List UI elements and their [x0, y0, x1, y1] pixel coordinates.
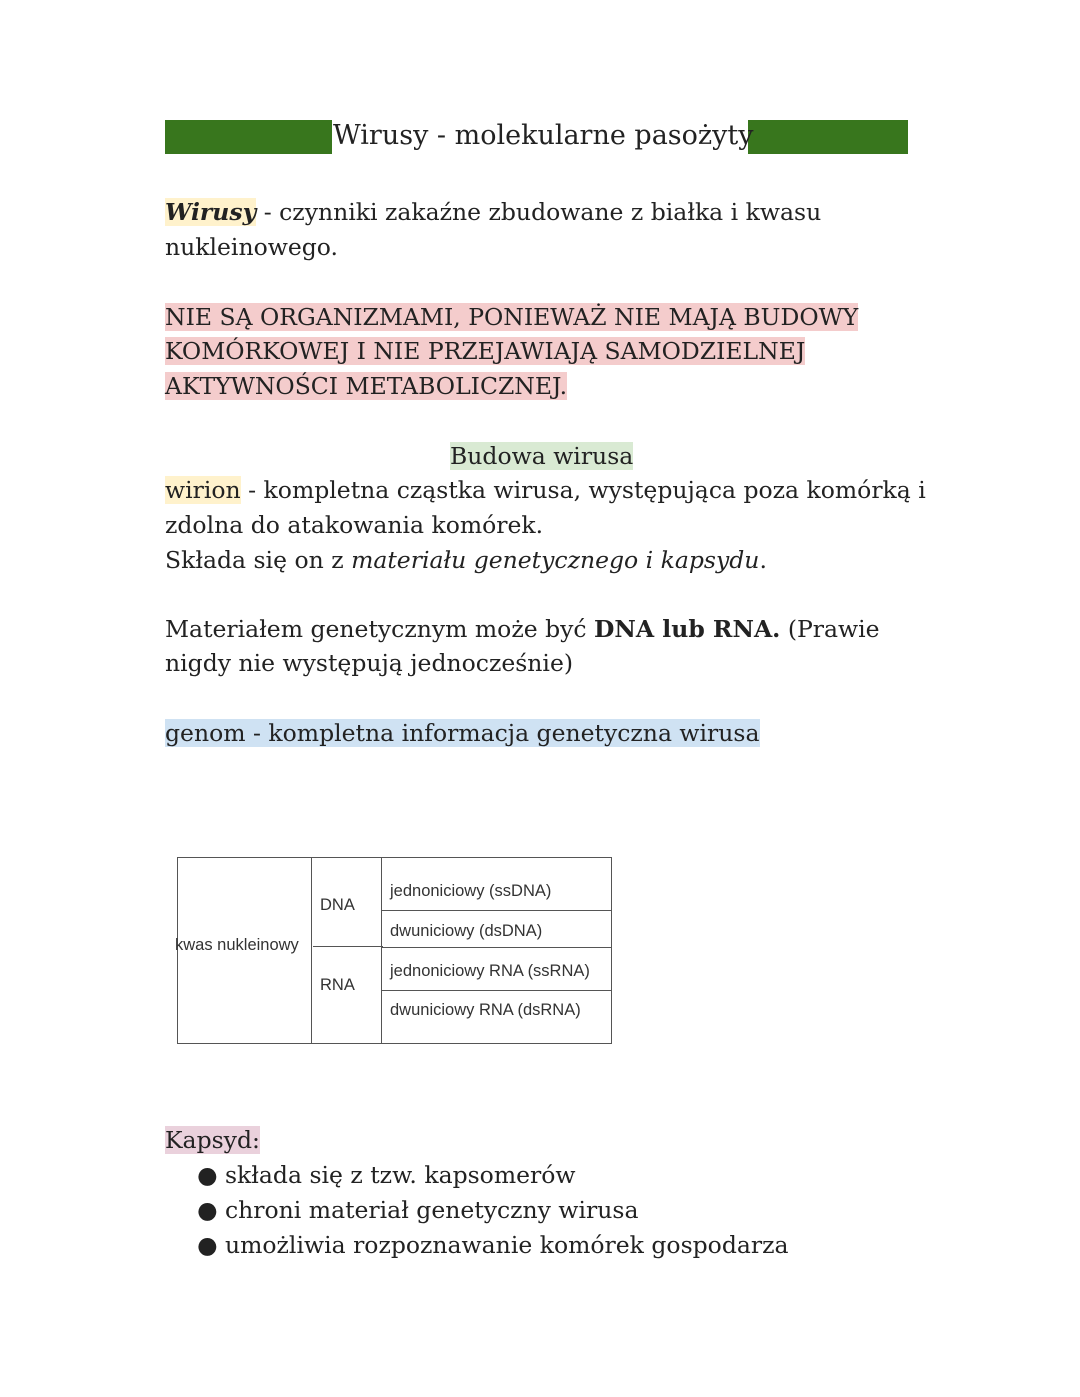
table-divider [381, 947, 611, 948]
table-cell: jednoniciowy RNA (ssRNA) [390, 962, 590, 980]
genom-text: genom - kompletna informacja genetyczna wirusa [165, 719, 760, 747]
list-item [197, 1158, 576, 1193]
wirion-text: - kompletna cząstka wirusa, występująca poza komórką i [240, 476, 926, 504]
text: (Prawie [780, 615, 880, 643]
section-heading-text: Budowa wirusa [450, 442, 634, 470]
warning-text: KOMÓRKOWEJ I NIE PRZEJAWIAJĄ SAMODZIELNEJ [165, 337, 806, 365]
definition-line-1 [165, 195, 821, 230]
warning-line-3 [165, 369, 567, 404]
bullet-icon: ● [197, 1196, 225, 1224]
italic-text: materiału genetycznego i kapsydu [351, 546, 760, 574]
bullet-icon: ● [197, 1231, 225, 1259]
genom-line [165, 716, 760, 751]
text: Materiałem genetycznym może być [165, 615, 595, 643]
list-item [197, 1193, 638, 1228]
warning-line-1 [165, 300, 858, 335]
text: Składa się on z [165, 546, 352, 574]
list-item-text: umożliwia rozpoznawanie komórek gospodarza [224, 1231, 789, 1259]
table-divider [381, 858, 382, 1043]
list-item-text: chroni materiał genetyczny wirusa [224, 1196, 639, 1224]
wirion-line-1 [165, 473, 926, 508]
list-item [197, 1228, 789, 1263]
table-cell: dwuniciowy RNA (dsRNA) [390, 1001, 581, 1019]
section-heading [450, 439, 633, 474]
wirion-line-2: zdolna do atakowania komórek. [165, 511, 544, 539]
title-bar-right [748, 120, 908, 154]
definition-line-2: nukleinowego. [165, 233, 339, 261]
list-item-text: składa się z tzw. kapsomerów [224, 1161, 576, 1189]
table-cell: dwuniciowy (dsDNA) [390, 922, 543, 940]
table-dna-cell: DNA [320, 896, 355, 914]
table-root-cell: kwas nukleinowy [175, 936, 299, 954]
wirion-line-3 [165, 543, 767, 578]
bullet-icon: ● [197, 1161, 225, 1189]
text: . [759, 546, 767, 574]
table-cell: jednoniciowy (ssDNA) [390, 882, 552, 900]
term-wirusy: Wirusy [165, 198, 257, 226]
bold-text: DNA lub RNA. [594, 615, 781, 643]
page-title: Wirusy - molekularne pasożyty [333, 120, 754, 151]
table-divider [313, 946, 383, 947]
warning-text: AKTYWNOŚCI METABOLICZNEJ. [165, 372, 568, 400]
table-divider [381, 990, 611, 991]
table-divider [311, 858, 312, 1043]
kapsyd-heading-text: Kapsyd: [165, 1126, 260, 1154]
warning-line-2 [165, 334, 805, 369]
material-line-2: nigdy nie występują jednocześnie) [165, 649, 574, 677]
definition-text: - czynniki zakaźne zbudowane z białka i kwasu [256, 198, 822, 226]
kapsyd-heading [165, 1123, 260, 1158]
term-wirion: wirion [165, 476, 241, 504]
material-line-1 [165, 612, 880, 647]
table-rna-cell: RNA [320, 976, 355, 994]
table-divider [381, 910, 611, 911]
warning-text: NIE SĄ ORGANIZMAMI, PONIEWAŻ NIE MAJĄ BUDOWY [165, 303, 859, 331]
title-bar-left [165, 120, 332, 154]
nucleic-acid-table [177, 857, 612, 1044]
